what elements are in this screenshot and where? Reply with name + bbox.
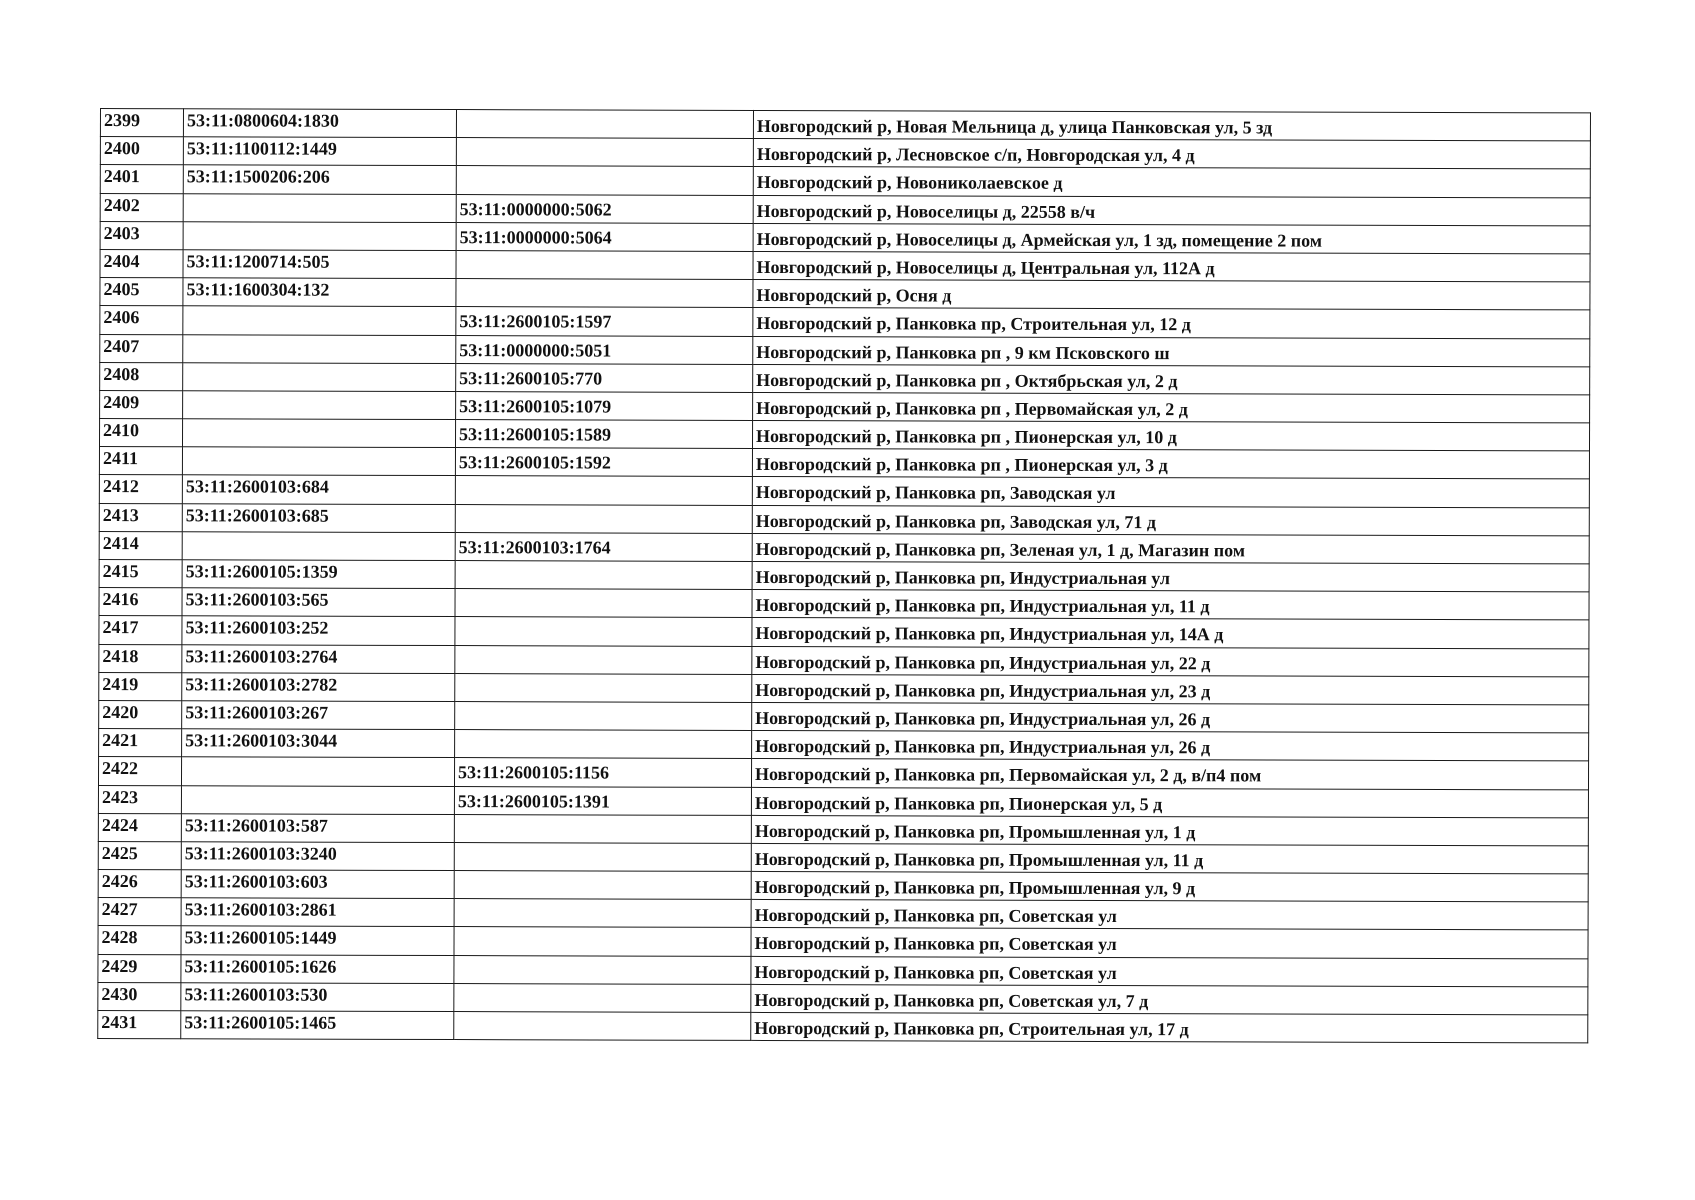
row-number-cell-text: 2423 — [101, 786, 138, 807]
building-cadastral-number-cell-text: 53:11:2600105:1079 — [459, 395, 612, 417]
building-cadastral-number-cell-text: 53:11:2600105:1589 — [459, 424, 612, 445]
table-row — [100, 390, 1590, 423]
address-cell — [752, 646, 1589, 677]
building-cadastral-number-cell — [454, 871, 751, 900]
address-cell — [753, 195, 1590, 226]
land-cadastral-number-cell-text: 53:11:2600105:1626 — [184, 955, 337, 977]
address-cell — [752, 477, 1589, 508]
row-number-cell — [98, 1010, 181, 1038]
row-number-cell-text: 2419 — [102, 673, 139, 694]
land-cadastral-number-cell — [181, 954, 454, 983]
land-cadastral-number-cell — [182, 503, 455, 532]
address-cell — [751, 956, 1588, 987]
building-cadastral-number-cell — [454, 927, 751, 956]
row-number-cell-text: 2412 — [102, 476, 139, 497]
table-row — [99, 729, 1589, 762]
building-cadastral-number-cell — [455, 673, 752, 702]
address-cell-text: Новгородский р, Панковка рп, Советская ул — [754, 933, 1117, 955]
table-row — [99, 475, 1589, 508]
building-cadastral-number-cell — [455, 532, 752, 561]
row-number-cell-text: 2408 — [103, 363, 140, 384]
table-row — [100, 306, 1590, 339]
land-cadastral-number-cell — [181, 983, 454, 1012]
row-number-cell — [100, 249, 183, 277]
registry-table-body — [98, 109, 1591, 1044]
address-cell-text: Новгородский р, Панковка рп, Советская ул — [754, 961, 1117, 983]
row-number-cell — [99, 447, 182, 475]
row-number-cell-text: 2399 — [103, 110, 140, 131]
land-cadastral-number-cell — [183, 334, 456, 363]
row-number-cell — [98, 926, 181, 954]
address-cell-text: Новгородский р, Панковка рп, Советская ул, 7 д — [754, 989, 1149, 1011]
row-number-cell-text: 2430 — [101, 983, 138, 1004]
address-cell — [753, 364, 1590, 395]
land-cadastral-number-cell — [181, 842, 454, 871]
row-number-cell-text: 2428 — [101, 927, 138, 948]
land-cadastral-number-cell — [183, 391, 456, 420]
table-row — [98, 785, 1588, 818]
address-cell-text: Новгородский р, Панковка рп, Индустриальная ул, 14А д — [755, 623, 1224, 645]
land-cadastral-number-cell — [183, 221, 456, 250]
land-cadastral-number-cell-text: 53:11:2600103:2782 — [185, 674, 338, 695]
row-number-cell — [98, 841, 181, 869]
address-cell — [753, 280, 1590, 311]
land-cadastral-number-cell-text: 53:11:1200714:505 — [186, 251, 330, 272]
table-row — [99, 447, 1589, 480]
land-cadastral-number-cell-text: 53:11:2600105:1465 — [184, 1012, 337, 1033]
table-row — [98, 813, 1588, 846]
row-number-cell — [99, 700, 182, 728]
row-number-cell-text: 2417 — [102, 617, 139, 638]
row-number-cell — [100, 278, 183, 306]
address-cell — [751, 759, 1588, 790]
row-number-cell — [100, 109, 183, 137]
address-cell — [752, 533, 1589, 564]
address-cell-text: Новгородский р, Панковка рп, Заводская ул — [755, 482, 1116, 504]
table-row — [100, 221, 1590, 254]
table-row — [99, 503, 1589, 536]
table-row — [100, 334, 1590, 367]
address-cell — [751, 843, 1588, 874]
row-number-cell — [99, 644, 182, 672]
row-number-cell-text: 2426 — [101, 871, 138, 892]
building-cadastral-number-cell-text: 53:11:2600105:770 — [459, 367, 603, 389]
table-row — [99, 419, 1589, 452]
address-cell — [753, 223, 1590, 254]
table-row — [98, 870, 1588, 903]
land-cadastral-number-cell-text: 53:11:2600103:3044 — [185, 730, 338, 751]
row-number-cell — [99, 559, 182, 587]
building-cadastral-number-cell-text: 53:11:0000000:5051 — [459, 339, 612, 361]
row-number-cell — [98, 954, 181, 982]
address-cell — [751, 928, 1588, 959]
table-row — [99, 644, 1589, 677]
building-cadastral-number-cell — [455, 448, 752, 477]
building-cadastral-number-cell — [456, 222, 753, 251]
land-cadastral-number-cell-text: 53:11:2600103:267 — [185, 702, 329, 723]
row-number-cell-text: 2427 — [101, 899, 138, 920]
table-row — [98, 982, 1588, 1015]
address-cell-text: Новгородский р, Панковка рп, Зеленая ул, 1 д, Магазин пом — [755, 538, 1246, 561]
land-cadastral-number-cell-text: 53:11:2600103:2861 — [184, 899, 337, 920]
land-cadastral-number-cell — [183, 362, 456, 391]
table-row — [98, 757, 1588, 790]
building-cadastral-number-cell — [456, 335, 753, 364]
address-cell-text: Новгородский р, Новоселицы д, Армейская ул, 1 зд, помещение 2 пом — [756, 228, 1323, 251]
building-cadastral-number-cell-text: 53:11:0000000:5062 — [459, 198, 612, 220]
table-row — [99, 531, 1589, 564]
address-cell — [753, 110, 1590, 141]
building-cadastral-number-cell — [456, 250, 753, 279]
land-cadastral-number-cell-text: 53:11:2600103:252 — [185, 617, 329, 639]
row-number-cell-text: 2402 — [103, 194, 140, 215]
land-cadastral-number-cell-text: 53:11:2600103:684 — [185, 476, 329, 498]
building-cadastral-number-cell — [454, 899, 751, 928]
building-cadastral-number-cell-text: 53:11:2600103:1764 — [458, 536, 611, 558]
table-row — [100, 278, 1590, 311]
table-row — [98, 841, 1588, 874]
table-row — [100, 249, 1590, 282]
row-number-cell-text: 2420 — [102, 701, 139, 723]
row-number-cell — [100, 334, 183, 362]
row-number-cell — [100, 137, 183, 165]
land-cadastral-number-cell-text: 53:11:0800604:1830 — [186, 110, 339, 131]
land-cadastral-number-cell-text: 53:11:1500206:206 — [186, 166, 330, 188]
land-cadastral-number-cell-text: 53:11:1100112:1449 — [186, 138, 337, 159]
building-cadastral-number-cell — [456, 166, 753, 195]
address-cell-text: Новгородский р, Панковка рп, Индустриальная ул — [755, 566, 1171, 589]
row-number-cell-text: 2406 — [103, 307, 140, 328]
building-cadastral-number-cell — [454, 842, 751, 871]
row-number-cell-text: 2422 — [102, 758, 139, 779]
table-row — [100, 165, 1590, 198]
row-number-cell-text: 2421 — [102, 730, 139, 751]
land-cadastral-number-cell — [182, 532, 455, 561]
row-number-cell — [99, 588, 182, 616]
row-number-cell-text: 2424 — [101, 814, 138, 835]
address-cell — [751, 787, 1588, 818]
address-cell-text: Новгородский р, Панковка рп, Индустриальная ул, 26 д — [755, 707, 1211, 730]
address-cell-text: Новгородский р, Панковка рп , 9 км Псковского ш — [756, 341, 1170, 363]
address-cell-text: Новгородский р, Панковка рп , Пионерская ул, 3 д — [755, 454, 1168, 476]
row-number-cell-text: 2404 — [103, 250, 140, 272]
table-row — [100, 362, 1590, 395]
land-cadastral-number-cell-text: 53:11:2600103:3240 — [184, 843, 337, 864]
table-row — [98, 898, 1588, 931]
row-number-cell-text: 2429 — [101, 955, 138, 976]
table-row — [99, 700, 1589, 733]
land-cadastral-number-cell — [183, 250, 456, 279]
address-cell-text: Новгородский р, Панковка рп, Промышленная ул, 9 д — [754, 877, 1196, 899]
row-number-cell — [99, 729, 182, 757]
address-cell — [752, 731, 1589, 762]
address-cell-text: Новгородский р, Панковка рп , Октябрьская ул, 2 д — [756, 369, 1178, 391]
building-cadastral-number-cell — [456, 110, 753, 139]
land-cadastral-number-cell — [183, 109, 456, 138]
address-cell — [753, 308, 1590, 339]
building-cadastral-number-cell — [455, 730, 752, 759]
address-cell — [752, 449, 1589, 480]
land-cadastral-number-cell — [182, 475, 455, 504]
address-cell-text: Новгородский р, Панковка рп, Индустриальная ул, 26 д — [755, 736, 1211, 758]
building-cadastral-number-cell — [456, 194, 753, 223]
land-cadastral-number-cell-text: 53:11:1600304:132 — [186, 279, 330, 300]
row-number-cell-text: 2407 — [103, 335, 140, 356]
land-cadastral-number-cell-text: 53:11:2600103:603 — [184, 871, 328, 892]
row-number-cell — [100, 193, 183, 221]
address-cell — [751, 900, 1588, 931]
row-number-cell — [98, 982, 181, 1010]
address-cell-text: Новгородский р, Панковка рп, Промышленная ул, 11 д — [754, 848, 1204, 871]
building-cadastral-number-cell — [455, 645, 752, 674]
row-number-cell-text: 2405 — [103, 279, 140, 300]
building-cadastral-number-cell — [456, 138, 753, 167]
building-cadastral-number-cell — [454, 758, 751, 787]
row-number-cell-text: 2411 — [102, 448, 139, 469]
building-cadastral-number-cell — [456, 363, 753, 392]
land-cadastral-number-cell — [181, 926, 454, 955]
address-cell-text: Новгородский р, Лесновское с/п, Новгородская ул, 4 д — [756, 144, 1195, 166]
land-cadastral-number-cell — [183, 278, 456, 307]
address-cell-text: Новгородский р, Панковка рп, Индустриальная ул, 22 д — [755, 651, 1211, 673]
address-cell — [753, 139, 1590, 170]
row-number-cell-text: 2413 — [102, 504, 139, 525]
building-cadastral-number-cell — [455, 420, 752, 449]
row-number-cell-text: 2416 — [102, 589, 139, 610]
building-cadastral-number-cell — [454, 1012, 751, 1041]
row-number-cell-text: 2403 — [103, 222, 140, 243]
building-cadastral-number-cell — [455, 476, 752, 505]
land-cadastral-number-cell — [181, 1011, 454, 1040]
land-cadastral-number-cell — [181, 785, 454, 814]
address-cell-text: Новгородский р, Новоселицы д, Центральная ул, 112А д — [756, 256, 1215, 279]
address-cell — [751, 1012, 1588, 1043]
row-number-cell-text: 2414 — [102, 532, 139, 553]
row-number-cell — [100, 390, 183, 418]
land-cadastral-number-cell — [183, 137, 456, 166]
building-cadastral-number-cell — [455, 504, 752, 533]
table-row — [100, 137, 1590, 170]
row-number-cell-text: 2409 — [103, 391, 140, 412]
row-number-cell — [99, 503, 182, 531]
row-number-cell — [98, 870, 181, 898]
row-number-cell — [98, 813, 181, 841]
table-row — [99, 588, 1589, 621]
land-cadastral-number-cell-text: 53:11:2600103:685 — [185, 504, 329, 526]
land-cadastral-number-cell — [182, 729, 455, 758]
table-row — [99, 672, 1589, 705]
building-cadastral-number-cell — [456, 279, 753, 308]
address-cell-text: Новгородский р, Панковка рп, Заводская ул, 71 д — [755, 510, 1157, 532]
row-number-cell — [100, 165, 183, 193]
building-cadastral-number-cell — [455, 617, 752, 646]
address-cell — [752, 505, 1589, 536]
land-cadastral-number-cell-text: 53:11:2600105:1359 — [185, 561, 338, 582]
table-row — [100, 193, 1590, 226]
address-cell — [751, 984, 1588, 1015]
row-number-cell-text: 2410 — [103, 420, 140, 441]
land-cadastral-number-cell — [181, 898, 454, 927]
land-cadastral-number-cell — [182, 560, 455, 589]
row-number-cell — [100, 306, 183, 334]
land-cadastral-number-cell — [183, 306, 456, 335]
land-cadastral-number-cell — [181, 870, 454, 899]
building-cadastral-number-cell — [455, 589, 752, 618]
address-cell-text: Новгородский р, Осня д — [756, 285, 952, 306]
row-number-cell — [99, 531, 182, 559]
building-cadastral-number-cell-text: 53:11:2600105:1592 — [458, 452, 611, 473]
row-number-cell — [98, 757, 181, 785]
address-cell-text: Новгородский р, Панковка рп, Промышленная ул, 1 д — [754, 820, 1196, 842]
address-cell-text: Новгородский р, Панковка рп , Пионерская ул, 10 д — [756, 426, 1177, 448]
table-row — [100, 109, 1590, 142]
address-cell — [752, 421, 1589, 452]
land-cadastral-number-cell-text: 53:11:2600103:530 — [184, 984, 328, 1005]
address-cell-text: Новгородский р, Новоселицы д, 22558 в/ч — [756, 200, 1096, 222]
table-row — [99, 616, 1589, 649]
address-cell — [753, 392, 1590, 423]
land-cadastral-number-cell — [182, 701, 455, 730]
land-cadastral-number-cell — [181, 813, 454, 842]
row-number-cell-text: 2425 — [101, 842, 138, 863]
address-cell — [751, 871, 1588, 902]
land-cadastral-number-cell-text: 53:11:2600103:587 — [184, 814, 328, 836]
building-cadastral-number-cell — [454, 983, 751, 1012]
land-cadastral-number-cell — [182, 419, 455, 448]
land-cadastral-number-cell — [182, 447, 455, 476]
row-number-cell — [99, 616, 182, 644]
building-cadastral-number-cell — [454, 786, 751, 815]
building-cadastral-number-cell-text: 53:11:2600105:1391 — [457, 790, 610, 812]
row-number-cell-text: 2401 — [103, 166, 140, 187]
row-number-cell — [98, 785, 181, 813]
row-number-cell — [98, 898, 181, 926]
land-cadastral-number-cell-text: 53:11:2600103:2764 — [185, 645, 338, 667]
land-cadastral-number-cell-text: 53:11:2600105:1449 — [184, 927, 337, 949]
row-number-cell — [100, 362, 183, 390]
building-cadastral-number-cell-text: 53:11:2600105:1156 — [458, 762, 610, 783]
address-cell-text: Новгородский р, Панковка рп, Строительная ул, 17 д — [754, 1017, 1189, 1040]
address-cell-text: Новгородский р, Панковка рп, Индустриальная ул, 11 д — [755, 595, 1210, 617]
row-number-cell — [99, 419, 182, 447]
row-number-cell — [100, 221, 183, 249]
table-row — [98, 1010, 1588, 1043]
land-cadastral-number-cell — [182, 672, 455, 701]
address-cell — [752, 702, 1589, 733]
building-cadastral-number-cell — [455, 701, 752, 730]
building-cadastral-number-cell-text: 53:11:2600105:1597 — [459, 311, 612, 332]
building-cadastral-number-cell — [454, 955, 751, 984]
land-cadastral-number-cell — [183, 193, 456, 222]
address-cell-text: Новгородский р, Панковка рп, Первомайская ул, 2 д, в/п4 пом — [754, 764, 1262, 786]
building-cadastral-number-cell — [455, 561, 752, 590]
address-cell-text: Новгородский р, Панковка рп, Пионерская ул, 5 д — [754, 792, 1163, 814]
address-cell-text: Новгородский р, Панковка рп, Индустриальная ул, 23 д — [755, 679, 1211, 702]
row-number-cell-text: 2415 — [102, 561, 139, 582]
land-cadastral-number-cell — [183, 165, 456, 194]
table-row — [98, 926, 1588, 959]
land-cadastral-number-cell — [182, 588, 455, 617]
building-cadastral-number-cell — [456, 391, 753, 420]
address-cell-text: Новгородский р, Новая Мельница д, улица Панковская ул, 5 зд — [756, 115, 1273, 138]
address-cell-text: Новгородский р, Панковка рп , Первомайская ул, 2 д — [756, 397, 1188, 420]
address-cell — [752, 561, 1589, 592]
row-number-cell — [99, 475, 182, 503]
land-cadastral-number-cell — [181, 757, 454, 786]
row-number-cell-text: 2431 — [101, 1012, 138, 1033]
table-row — [99, 559, 1589, 592]
building-cadastral-number-cell-text: 53:11:0000000:5064 — [459, 226, 612, 248]
address-cell — [752, 590, 1589, 621]
address-cell — [753, 251, 1590, 282]
table-row — [98, 954, 1588, 987]
row-number-cell-text: 2400 — [103, 138, 140, 159]
address-cell — [752, 618, 1589, 649]
address-cell — [753, 167, 1590, 198]
address-cell-text: Новгородский р, Панковка рп, Советская ул — [754, 905, 1117, 927]
building-cadastral-number-cell — [454, 814, 751, 843]
address-cell — [752, 674, 1589, 705]
land-cadastral-number-cell — [182, 644, 455, 673]
row-number-cell-text: 2418 — [102, 645, 139, 666]
property-registry-table — [97, 108, 1591, 1044]
address-cell — [753, 336, 1590, 367]
row-number-cell — [99, 672, 182, 700]
address-cell-text: Новгородский р, Панковка пр, Строительная ул, 12 д — [756, 313, 1191, 335]
address-cell-text: Новгородский р, Новониколаевское д — [756, 172, 1063, 194]
address-cell — [751, 815, 1588, 846]
land-cadastral-number-cell-text: 53:11:2600103:565 — [185, 589, 329, 610]
building-cadastral-number-cell — [456, 307, 753, 336]
land-cadastral-number-cell — [182, 616, 455, 645]
